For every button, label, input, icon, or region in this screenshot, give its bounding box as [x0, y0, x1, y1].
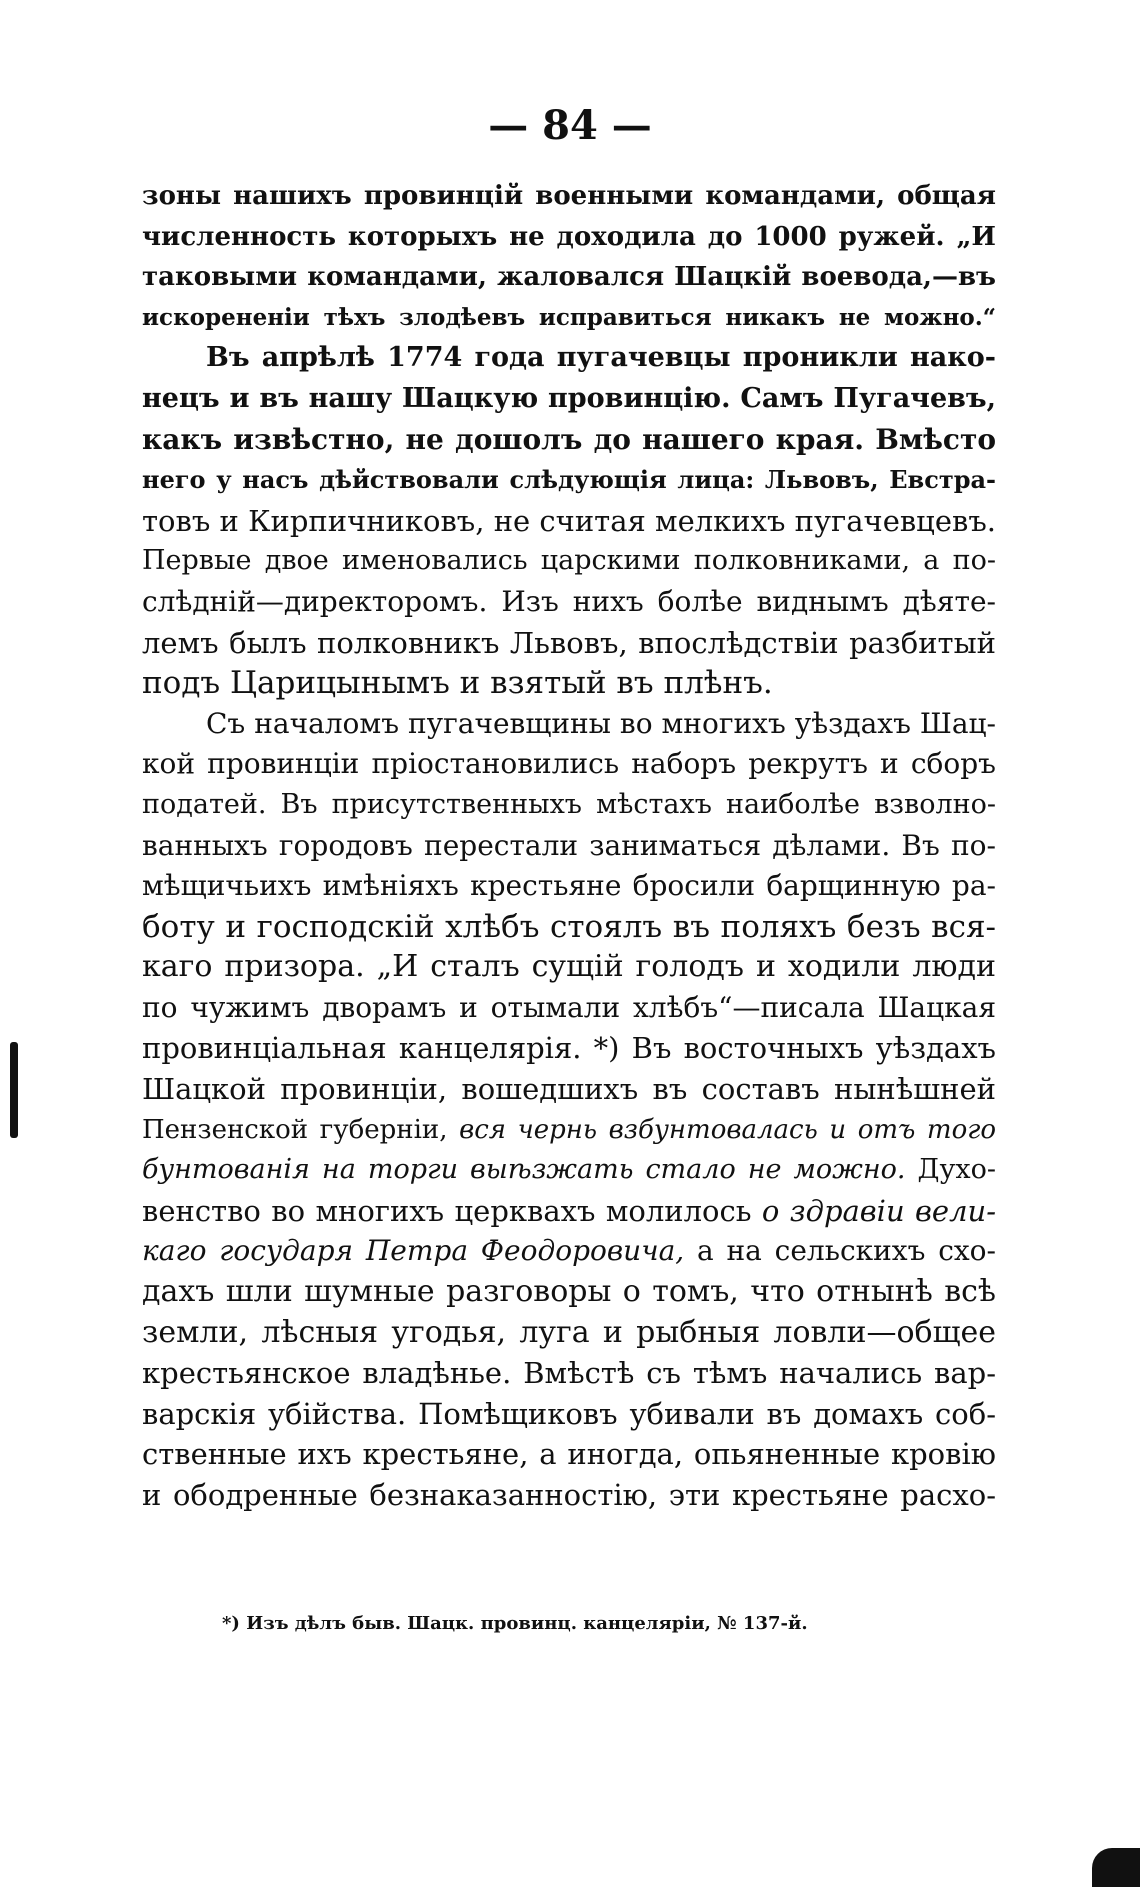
- italic-segment: каго государя Петра Феодоровича,: [142, 1234, 685, 1268]
- text-line: варскія убійства. Помѣщиковъ убивали въ домахъ соб-: [142, 1396, 996, 1431]
- text-segment: Духо-: [917, 1154, 996, 1186]
- page-number: — 84 —: [488, 102, 652, 149]
- margin-mark: [10, 1042, 18, 1138]
- text-line: мѣщичьихъ имѣніяхъ крестьяне бросили барщинную ра-: [142, 869, 996, 903]
- text-line: [142, 1110, 996, 1151]
- text-line: Первые двое именовались царскими полковниками, а по-: [142, 545, 996, 577]
- italic-segment: бунтованія на торги выѣзжать стало не можно.: [142, 1154, 906, 1186]
- footnote: *) Изъ дѣлъ быв. Шацк. провинц. канцеляріи, № 137-й.: [222, 1613, 808, 1634]
- text-segment: а на сельскихъ схо-: [697, 1234, 997, 1268]
- text-line: товъ и Кирпичниковъ, не считая мелкихъ пугачевцевъ.: [142, 503, 996, 538]
- text-line: зоны нашихъ провинцій военными командами, общая: [142, 181, 996, 211]
- text-line: дахъ шли шумные разговоры о томъ, что отнынѣ всѣ: [142, 1274, 996, 1310]
- text-line: [142, 1150, 996, 1191]
- text-line: кой провинціи пріостановились наборъ рекрутъ и сборъ: [142, 747, 996, 781]
- text-line: искорененіи тѣхъ злодѣевъ исправиться никакъ не можно.“: [142, 303, 996, 331]
- text-line: подъ Царицынымъ и взятый въ плѣнъ.: [142, 665, 773, 702]
- text-segment: Пензенской губерніи,: [142, 1114, 448, 1145]
- text-line: крестьянское владѣнье. Вмѣстѣ съ тѣмъ начались вар-: [142, 1356, 996, 1391]
- text-line: нецъ и въ нашу Шацкую провинцію. Самъ Пугачевъ,: [142, 382, 996, 414]
- text-line: слѣдній—директоромъ. Изъ нихъ болѣе виднымъ дѣяте-: [142, 584, 996, 618]
- text-line: численность которыхъ не доходила до 1000 ружей. „И: [142, 221, 996, 252]
- corner-smudge: [1092, 1848, 1140, 1887]
- text-line: боту и господскій хлѣбъ стоялъ въ поляхъ безъ вся-: [142, 908, 996, 945]
- text-line: Шацкой провинціи, вошедшихъ въ составъ нынѣшней: [142, 1072, 996, 1107]
- text-line: по чужимъ дворамъ и отымали хлѣбъ“—писала Шацкая: [142, 990, 996, 1024]
- text-line: податей. Въ присутственныхъ мѣстахъ наиболѣе взволно-: [142, 788, 996, 820]
- text-line: какъ извѣстно, не дошолъ до нашего края. Вмѣсто: [142, 422, 996, 456]
- text-line: и ободренные безнаказанностію, эти крестьяне расхо-: [142, 1478, 996, 1512]
- text-line: него у насъ дѣйствовали слѣдующія лица: Львовъ, Евстра-: [142, 465, 996, 495]
- body-text: [142, 176, 996, 1516]
- text-line: провинціальная канцелярія. *) Въ восточныхъ уѣздахъ: [142, 1031, 996, 1066]
- italic-segment: вся чернь взбунтовалась и отъ того: [459, 1114, 997, 1145]
- italic-segment: о здравіи вели-: [761, 1193, 997, 1228]
- text-line: ственные ихъ крестьяне, а иногда, опьяненные кровію: [142, 1437, 996, 1472]
- text-line: [142, 1191, 996, 1232]
- text-line: [142, 1231, 996, 1272]
- text-line: таковыми командами, жаловался Шацкій воевода,—въ: [142, 262, 996, 293]
- text-line: ванныхъ городовъ перестали заниматься дѣлами. Въ по-: [142, 828, 996, 862]
- text-line: лемъ былъ полковникъ Львовъ, впослѣдствіи разбитый: [142, 625, 996, 660]
- text-line: Въ апрѣлѣ 1774 года пугачевцы проникли нако-: [206, 342, 996, 374]
- text-line: каго призора. „И сталъ сущій голодъ и ходили люди: [142, 949, 996, 985]
- text-line: Съ началомъ пугачевщины во многихъ уѣздахъ Шац-: [206, 706, 996, 740]
- text-segment: венство во многихъ церквахъ молилось: [142, 1193, 752, 1228]
- text-line: земли, лѣсныя угодья, луга и рыбныя ловли—общее: [142, 1314, 996, 1350]
